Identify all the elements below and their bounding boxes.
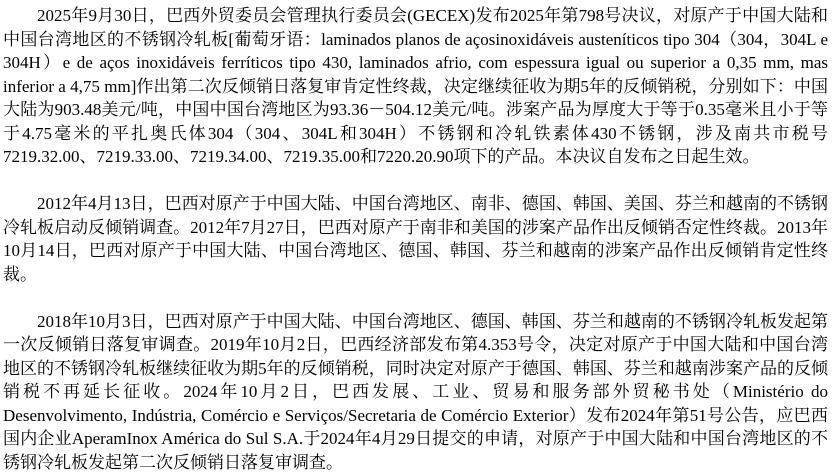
paragraph-history-2018-2024: 2018年10月3日，巴西对原产于中国大陆、中国台湾地区、德国、韩国、芬兰和越南的不锈钢冷轧板发起第一次反倾销日落复审调查。2019年10月2日，巴西经济部发布第4.353号令，决定对原产于中国大陆和中国台湾地区的不锈钢冷轧板继续征收为期5年的反倾销税，同时决定对原产于德国、韩国、芬兰和越南涉案产品的反倾销税不再延长征收。2024年10月2日，巴西发展、工业、贸易和服务部外贸秘书处（Ministério do Desenvolvimento, Indústria, Comércio e Serviços/Secretaria de Comércio Exterior）发布2024年第51号公告，应巴西国内企业AperamInox América do Sul S.A.于2024年4月29日提交的申请，对原产于中国大陆和中国台湾地区的不锈钢冷轧板发起第二次反倾销日落复审调查。: [3, 310, 828, 474]
paragraph-decision-2025: 2025年9月30日，巴西外贸委员会管理执行委员会(GECEX)发布2025年第798号决议，对原产于中国大陆和中国台湾地区的不锈钢冷轧板[葡萄牙语：laminados planos de açosinoxidáveis austeníticos tipo 304（304，304L e 304H）e de aços inoxidáveis ferríticos tipo 430, laminados afrio, com espessura igual ou superior a 0,35 mm, mas inferior a 4,75 mm]作出第二次反倾销日落复审肯定性终裁，决定继续征收为期5年的反倾销税，分别如下：中国大陆为903.48美元/吨，中国中国台湾地区为93.36－504.12美元/吨。涉案产品为厚度大于等于0.35毫米且小于等于4.75毫米的平扎奥氏体304（304、304L和304H）不锈钢和冷轧铁素体430不锈钢，涉及南共市税号7219.32.00、7219.33.00、7219.34.00、7219.35.00和7220.20.90项下的产品。本决议自发布之日起生效。: [3, 4, 828, 169]
paragraph-history-2012: 2012年4月13日，巴西对原产于中国大陆、中国台湾地区、南非、德国、韩国、美国、芬兰和越南的不锈钢冷轧板启动反倾销调查。2012年7月27日，巴西对原产于南非和美国的涉案产品作出反倾销否定性终裁。2013年10月14日，巴西对原产于中国大陆、中国台湾地区、德国、韩国、芬兰和越南的涉案产品作出反倾销肯定性终裁。: [3, 192, 828, 286]
